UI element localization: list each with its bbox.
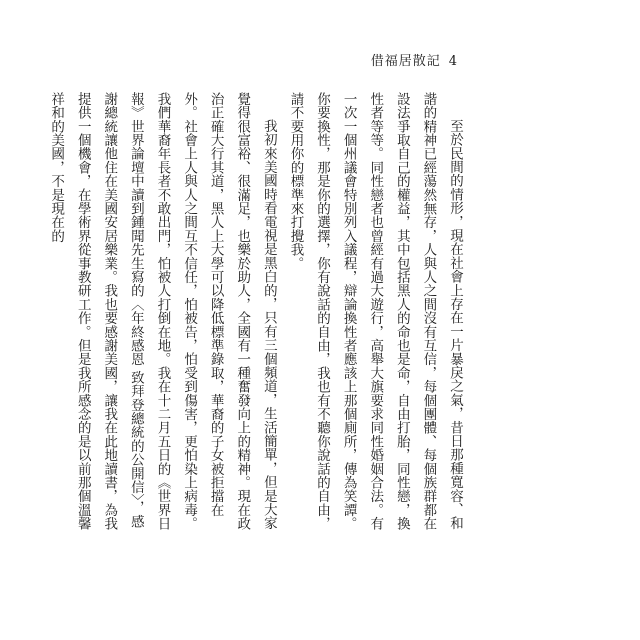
page-header	[371, 50, 458, 69]
page-number: 4	[448, 54, 458, 69]
paragraph-1: 至於民間的情形，現在社會上存在一片暴戾之氣，昔日那種寬容、和諧的精神已經蕩然無存，人與人之間沒有互信，每個團體、每個族群都在設法爭取自己的權益，其中包括黑人的命也是命，自由打胎，同性戀，換性者等等。同性戀者也曾經有過大遊行，高舉大旗要求同性婚姻合法。有一次一個州議會特別列入議程，辯論換性者應該上那個廁所，傳為笑譚。你要換性，那是你的選擇，你有說話的自由，我也有不聽你說話的自由，請不要用你的標準來打攪我。	[287, 92, 463, 531]
running-title: 借福居散記	[370, 54, 441, 69]
vertical-body-text	[48, 92, 468, 540]
paragraph-2: 我初來美國時看電視是黑白的，只有三個頻道，生活簡單，但是大家覺得很富裕、很滿足，也樂於助人，全國有一種奮發向上的精神。現在政治正確大行其道，黑人上大學可以降低標準錄取，華裔的子女被拒擋在外。社會上人與人之間互不信任，怕被告，怕受到傷害，更怕染上病毒。我們華裔年長者不敢出門，怕被人打倒在地。我在十二月五日的《世界日報》世界論壇中讀到鍾聞先生寫的〈年終感恩 致拜登總統的公開信〉，感謝總統讓他住在美國安居樂業。我也要感謝美國，讓我在此地讀書，為我提供一個機會，在學術界從事教研工作。但是我所感念的是以前那個溫馨祥和的美國，不是現在的	[48, 92, 277, 531]
